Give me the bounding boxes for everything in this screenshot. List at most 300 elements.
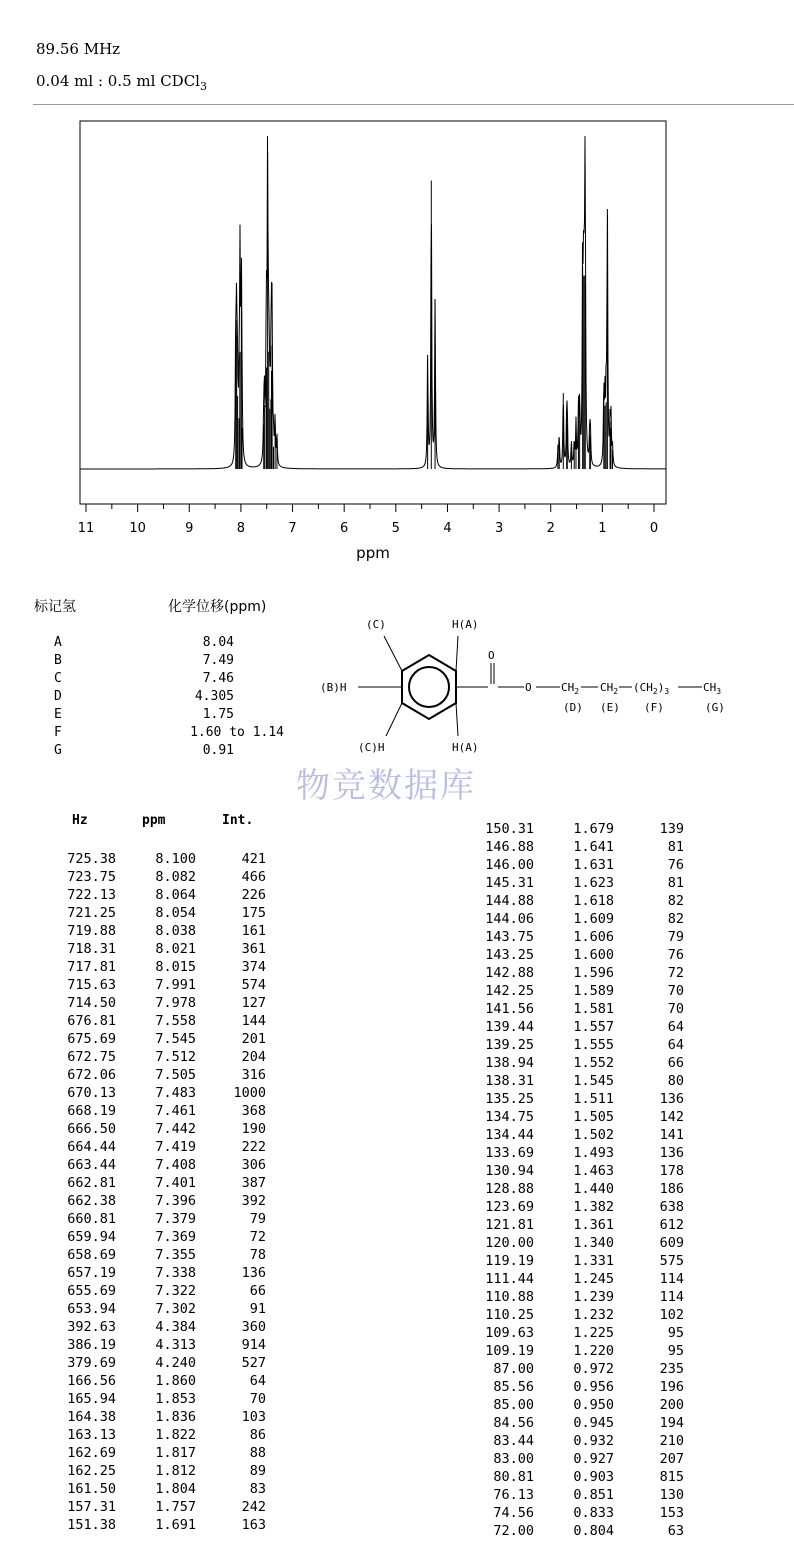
peak-table-left — [54, 850, 266, 1534]
peak-ppm: 4.240 — [155, 1355, 196, 1371]
peak-intensity: 130 — [659, 1487, 684, 1503]
table-row — [472, 982, 684, 1000]
peak-intensity: 186 — [659, 1181, 684, 1197]
peak-hz: 87.00 — [493, 1361, 534, 1377]
peak-intensity: 76 — [667, 857, 684, 873]
spectrum-trace — [80, 136, 666, 469]
peak-ppm: 7.558 — [155, 1013, 196, 1029]
label-left: (B)H — [320, 681, 347, 694]
peak-ppm: 8.100 — [155, 851, 196, 867]
peak-intensity: 914 — [241, 1337, 266, 1353]
peak-intensity: 89 — [249, 1463, 266, 1479]
peak-ppm: 1.609 — [573, 911, 614, 927]
peak-hz: 144.06 — [485, 911, 534, 927]
peak-hz: 121.81 — [485, 1217, 534, 1233]
peak-intensity: 95 — [667, 1343, 684, 1359]
peak-ppm: 8.021 — [155, 941, 196, 957]
assignment-shift-value: 0.91 — [202, 743, 234, 758]
peak-intensity: 527 — [241, 1355, 266, 1371]
table-row — [472, 1522, 684, 1540]
table-row — [54, 1390, 266, 1408]
peak-ppm: 7.396 — [155, 1193, 196, 1209]
peak-ppm: 1.860 — [155, 1373, 196, 1389]
peak-ppm: 1.581 — [573, 1001, 614, 1017]
peak-intensity: 144 — [241, 1013, 266, 1029]
peak-hz: 139.44 — [485, 1019, 534, 1035]
x-tick-label: 11 — [77, 521, 95, 536]
peak-ppm: 1.382 — [573, 1199, 614, 1215]
peak-ppm: 1.596 — [573, 965, 614, 981]
peak-ppm: 8.038 — [155, 923, 196, 939]
peak-intensity: 70 — [249, 1391, 266, 1407]
table-row — [472, 1198, 684, 1216]
peak-ppm: 0.932 — [573, 1433, 614, 1449]
table-row — [472, 1108, 684, 1126]
table-row — [54, 940, 266, 958]
sample-text: 0.04 ml : 0.5 ml CDCl — [36, 72, 200, 90]
peak-hz: 119.19 — [485, 1253, 534, 1269]
peak-intensity: 374 — [241, 959, 266, 975]
table-row — [54, 958, 266, 976]
peak-ppm: 7.483 — [155, 1085, 196, 1101]
peak-hz: 111.44 — [485, 1271, 534, 1287]
table-row — [54, 1120, 266, 1138]
table-row — [472, 964, 684, 982]
peak-ppm: 1.589 — [573, 983, 614, 999]
table-row — [54, 1516, 266, 1534]
peak-ppm: 1.600 — [573, 947, 614, 963]
peak-ppm: 1.245 — [573, 1271, 614, 1287]
table-row — [54, 1462, 266, 1480]
table-row — [472, 1144, 684, 1162]
peak-intensity: 387 — [241, 1175, 266, 1191]
table-row — [54, 1444, 266, 1462]
peak-hz: 109.19 — [485, 1343, 534, 1359]
table-row — [472, 1468, 684, 1486]
peak-intensity: 178 — [659, 1163, 684, 1179]
peak-hz: 162.25 — [67, 1463, 116, 1479]
peak-hz: 139.25 — [485, 1037, 534, 1053]
assignment-shift-value: 7.49 — [202, 653, 234, 668]
peak-ppm: 1.631 — [573, 857, 614, 873]
peak-group — [236, 152, 613, 469]
peak-hz: 83.44 — [493, 1433, 534, 1449]
col-header-hz: Hz — [72, 813, 88, 828]
peak-hz: 83.00 — [493, 1451, 534, 1467]
table-row — [54, 1372, 266, 1390]
nmr-spectrum-chart — [60, 112, 690, 572]
col-header-ppm: ppm — [142, 813, 166, 828]
peak-ppm: 1.220 — [573, 1343, 614, 1359]
table-row — [472, 1306, 684, 1324]
table-row — [54, 904, 266, 922]
peak-intensity: 79 — [249, 1211, 266, 1227]
peak-ppm: 7.505 — [155, 1067, 196, 1083]
peak-intensity: 1000 — [233, 1085, 266, 1101]
peak-hz: 138.94 — [485, 1055, 534, 1071]
peak-ppm: 1.232 — [573, 1307, 614, 1323]
peak-ppm: 1.239 — [573, 1289, 614, 1305]
assignment-label-header: 标记氢 — [34, 599, 76, 615]
table-row — [472, 910, 684, 928]
peak-ppm: 0.927 — [573, 1451, 614, 1467]
peak-hz: 123.69 — [485, 1199, 534, 1215]
peak-ppm: 0.833 — [573, 1505, 614, 1521]
peak-intensity: 114 — [659, 1289, 684, 1305]
peak-ppm: 7.355 — [155, 1247, 196, 1263]
peak-intensity: 139 — [659, 821, 684, 837]
peak-intensity: 466 — [241, 869, 266, 885]
peak-intensity: 222 — [241, 1139, 266, 1155]
peak-hz: 85.00 — [493, 1397, 534, 1413]
assignment-hydrogen-label: E — [54, 707, 62, 722]
peak-ppm: 1.623 — [573, 875, 614, 891]
peak-ppm: 1.757 — [155, 1499, 196, 1515]
label-d: (D) — [563, 701, 583, 714]
assignment-shift-value: 1.75 — [202, 707, 234, 722]
peak-table-right — [472, 820, 684, 1540]
peak-hz: 150.31 — [485, 821, 534, 837]
peak-hz: 138.31 — [485, 1073, 534, 1089]
peak-ppm: 7.408 — [155, 1157, 196, 1173]
peak-ppm: 1.545 — [573, 1073, 614, 1089]
table-row — [54, 1228, 266, 1246]
table-row — [54, 1300, 266, 1318]
peak-ppm: 0.945 — [573, 1415, 614, 1431]
peak-intensity: 66 — [667, 1055, 684, 1071]
peak-intensity: 316 — [241, 1067, 266, 1083]
spectrometer-frequency: 89.56 MHz — [36, 40, 121, 58]
peak-intensity: 194 — [659, 1415, 684, 1431]
x-tick-label: 3 — [494, 521, 504, 536]
table-row — [472, 1126, 684, 1144]
peak-intensity: 88 — [249, 1445, 266, 1461]
peak-hz: 146.88 — [485, 839, 534, 855]
peak-hz: 80.81 — [493, 1469, 534, 1485]
ch2-f-chain: $(CH_2)_3$ — [633, 681, 670, 696]
peak-hz: 151.38 — [67, 1517, 116, 1533]
peak-hz: 84.56 — [493, 1415, 534, 1431]
watermark: 物竞数据库 — [296, 766, 476, 806]
peak-hz: 143.25 — [485, 947, 534, 963]
table-row — [472, 946, 684, 964]
peak-intensity: 612 — [659, 1217, 684, 1233]
peak-intensity: 638 — [659, 1199, 684, 1215]
peak-ppm: 7.419 — [155, 1139, 196, 1155]
table-row — [472, 1036, 684, 1054]
assignment-hydrogen-label: A — [54, 635, 62, 650]
table-row — [472, 928, 684, 946]
peak-hz: 133.69 — [485, 1145, 534, 1161]
sample-description — [36, 72, 207, 93]
table-row — [472, 892, 684, 910]
peak-intensity: 361 — [241, 941, 266, 957]
table-row — [54, 994, 266, 1012]
peak-ppm: 7.545 — [155, 1031, 196, 1047]
peak-intensity: 80 — [667, 1073, 684, 1089]
table-row — [472, 1054, 684, 1072]
peak-intensity: 200 — [659, 1397, 684, 1413]
table-row — [472, 1342, 684, 1360]
peak-ppm: 0.956 — [573, 1379, 614, 1395]
peak-intensity: 66 — [249, 1283, 266, 1299]
table-row — [54, 1318, 266, 1336]
table-row — [472, 1270, 684, 1288]
peak-intensity: 127 — [241, 995, 266, 1011]
peak-intensity: 242 — [241, 1499, 266, 1515]
peak-intensity: 72 — [667, 965, 684, 981]
table-row — [54, 1174, 266, 1192]
table-row — [472, 1072, 684, 1090]
table-row — [54, 1048, 266, 1066]
peak-intensity: 63 — [667, 1523, 684, 1539]
label-bottom-left: (C)H — [358, 741, 385, 754]
peak-ppm: 7.369 — [155, 1229, 196, 1245]
peak-ppm: 0.972 — [573, 1361, 614, 1377]
peak-hz: 166.56 — [67, 1373, 116, 1389]
peak-ppm: 7.322 — [155, 1283, 196, 1299]
peak-ppm: 7.991 — [155, 977, 196, 993]
peak-hz: 120.00 — [485, 1235, 534, 1251]
peak-ppm: 0.851 — [573, 1487, 614, 1503]
peak-hz: 668.19 — [67, 1103, 116, 1119]
peak-ppm: 7.338 — [155, 1265, 196, 1281]
table-row — [472, 1360, 684, 1378]
peak-ppm: 1.557 — [573, 1019, 614, 1035]
peak-hz: 141.56 — [485, 1001, 534, 1017]
peak-ppm: 1.493 — [573, 1145, 614, 1161]
x-tick-label: 9 — [185, 521, 194, 536]
table-row — [54, 1192, 266, 1210]
peak-hz: 163.13 — [67, 1427, 116, 1443]
table-row — [472, 1090, 684, 1108]
peak-ppm: 1.511 — [573, 1091, 614, 1107]
ch3-g: $CH_3$ — [703, 681, 722, 696]
peak-hz: 725.38 — [67, 851, 116, 867]
peak-hz: 662.81 — [67, 1175, 116, 1191]
x-tick-label: 1 — [598, 521, 607, 536]
peak-ppm: 0.950 — [573, 1397, 614, 1413]
peak-intensity: 161 — [241, 923, 266, 939]
col-header-int: Int. — [222, 813, 254, 828]
label-f: (F) — [644, 701, 664, 714]
peak-hz: 717.81 — [67, 959, 116, 975]
table-row — [472, 1450, 684, 1468]
peak-hz: 721.25 — [67, 905, 116, 921]
peak-ppm: 1.552 — [573, 1055, 614, 1071]
peak-hz: 135.25 — [485, 1091, 534, 1107]
peak-hz: 144.88 — [485, 893, 534, 909]
x-tick-label: 6 — [340, 521, 349, 536]
table-row — [472, 1216, 684, 1234]
table-row — [472, 874, 684, 892]
peak-hz: 161.50 — [67, 1481, 116, 1497]
peak-hz: 659.94 — [67, 1229, 116, 1245]
peak-ppm: 1.555 — [573, 1037, 614, 1053]
peak-hz: 130.94 — [485, 1163, 534, 1179]
peak-intensity: 95 — [667, 1325, 684, 1341]
table-row — [54, 1408, 266, 1426]
peak-hz: 675.69 — [67, 1031, 116, 1047]
peak-intensity: 235 — [659, 1361, 684, 1377]
peak-ppm: 1.691 — [155, 1517, 196, 1533]
peak-intensity: 136 — [659, 1091, 684, 1107]
peak-intensity: 201 — [241, 1031, 266, 1047]
peak-intensity: 64 — [667, 1037, 684, 1053]
ch2-e: $CH_2$ — [600, 681, 619, 696]
table-row — [54, 1138, 266, 1156]
peak-hz: 142.25 — [485, 983, 534, 999]
header-divider — [33, 104, 794, 105]
peak-ppm: 1.340 — [573, 1235, 614, 1251]
peak-hz: 164.38 — [67, 1409, 116, 1425]
peak-ppm: 1.606 — [573, 929, 614, 945]
peak-ppm: 4.313 — [155, 1337, 196, 1353]
table-row — [54, 1336, 266, 1354]
bond-top-left — [384, 636, 402, 671]
peak-intensity: 190 — [241, 1121, 266, 1137]
peak-intensity: 79 — [667, 929, 684, 945]
table-row — [54, 1246, 266, 1264]
table-row — [472, 1378, 684, 1396]
peak-intensity: 815 — [659, 1469, 684, 1485]
peak-intensity: 86 — [249, 1427, 266, 1443]
sample-subscript: 3 — [199, 80, 207, 93]
x-tick-label: 10 — [129, 521, 146, 536]
peak-intensity: 136 — [241, 1265, 266, 1281]
peak-hz: 664.44 — [67, 1139, 116, 1155]
peak-intensity: 574 — [241, 977, 266, 993]
x-tick-label: 5 — [391, 521, 400, 536]
peak-intensity: 78 — [249, 1247, 266, 1263]
table-row — [54, 850, 266, 868]
label-e: (E) — [600, 701, 620, 714]
peak-intensity: 83 — [249, 1481, 266, 1497]
peak-hz: 715.63 — [67, 977, 116, 993]
peak-hz: 672.75 — [67, 1049, 116, 1065]
peak-ppm: 1.812 — [155, 1463, 196, 1479]
bond-bottom-right — [456, 703, 458, 736]
table-row — [472, 1252, 684, 1270]
label-g: (G) — [705, 701, 725, 714]
table-row — [472, 1288, 684, 1306]
peak-hz: 666.50 — [67, 1121, 116, 1137]
table-row — [472, 1504, 684, 1522]
peak-intensity: 70 — [667, 1001, 684, 1017]
peak-hz: 134.75 — [485, 1109, 534, 1125]
table-row — [54, 1498, 266, 1516]
peak-hz: 663.44 — [67, 1157, 116, 1173]
label-top-right: H(A) — [452, 618, 479, 631]
table-row — [472, 838, 684, 856]
x-tick-label: 4 — [443, 521, 452, 536]
x-axis-ticks — [78, 504, 658, 536]
peak-hz: 74.56 — [493, 1505, 534, 1521]
table-row — [54, 1264, 266, 1282]
peak-intensity: 81 — [667, 875, 684, 891]
peak-hz: 657.19 — [67, 1265, 116, 1281]
table-row — [472, 1432, 684, 1450]
peak-intensity: 72 — [249, 1229, 266, 1245]
peak-intensity: 207 — [659, 1451, 684, 1467]
peak-ppm: 0.804 — [573, 1523, 614, 1539]
peak-ppm: 1.361 — [573, 1217, 614, 1233]
peak-hz: 142.88 — [485, 965, 534, 981]
peak-hz: 662.38 — [67, 1193, 116, 1209]
peak-ppm: 1.618 — [573, 893, 614, 909]
table-row — [54, 1030, 266, 1048]
peak-ppm: 8.054 — [155, 905, 196, 921]
peak-ppm: 1.225 — [573, 1325, 614, 1341]
assignment-hydrogen-label: C — [54, 671, 62, 686]
peak-intensity: 175 — [241, 905, 266, 921]
peak-intensity: 421 — [241, 851, 266, 867]
peak-hz: 162.69 — [67, 1445, 116, 1461]
peak-ppm: 7.461 — [155, 1103, 196, 1119]
table-row — [54, 886, 266, 904]
peak-intensity: 70 — [667, 983, 684, 999]
peak-intensity: 103 — [241, 1409, 266, 1425]
table-row — [54, 1210, 266, 1228]
peak-intensity: 82 — [667, 893, 684, 909]
peak-intensity: 82 — [667, 911, 684, 927]
peak-ppm: 1.822 — [155, 1427, 196, 1443]
peak-hz: 109.63 — [485, 1325, 534, 1341]
x-tick-label: 7 — [288, 521, 297, 536]
peak-ppm: 1.804 — [155, 1481, 196, 1497]
table-row — [54, 976, 266, 994]
peak-hz: 134.44 — [485, 1127, 534, 1143]
benzene-ring — [402, 655, 456, 719]
table-row — [472, 1234, 684, 1252]
peak-hz: 653.94 — [67, 1301, 116, 1317]
peak-hz: 128.88 — [485, 1181, 534, 1197]
x-tick-label: 0 — [649, 521, 659, 536]
table-row — [472, 1414, 684, 1432]
assignment-hydrogen-label: D — [54, 689, 62, 704]
peak-intensity: 64 — [667, 1019, 684, 1035]
peak-hz: 722.13 — [67, 887, 116, 903]
table-row — [472, 1324, 684, 1342]
peak-ppm: 4.384 — [155, 1319, 196, 1335]
assignment-shift-value: 1.60 to 1.14 — [190, 725, 284, 740]
peak-hz: 165.94 — [67, 1391, 116, 1407]
peak-intensity: 64 — [249, 1373, 266, 1389]
table-row — [54, 1282, 266, 1300]
table-row — [54, 1426, 266, 1444]
peak-hz: 143.75 — [485, 929, 534, 945]
peak-intensity: 76 — [667, 947, 684, 963]
x-tick-label: 2 — [546, 521, 555, 536]
peak-intensity: 91 — [249, 1301, 266, 1317]
peak-intensity: 360 — [241, 1319, 266, 1335]
peak-ppm: 8.082 — [155, 869, 196, 885]
peak-intensity: 136 — [659, 1145, 684, 1161]
peak-ppm: 7.302 — [155, 1301, 196, 1317]
peak-ppm: 8.015 — [155, 959, 196, 975]
peak-hz: 658.69 — [67, 1247, 116, 1263]
peak-hz: 146.00 — [485, 857, 534, 873]
peak-ppm: 1.679 — [573, 821, 614, 837]
peak-hz: 157.31 — [67, 1499, 116, 1515]
assignment-shift-value: 4.305 — [194, 689, 234, 704]
peak-ppm: 1.817 — [155, 1445, 196, 1461]
ch2-d: $CH_2$ — [561, 681, 580, 696]
peak-intensity: 153 — [659, 1505, 684, 1521]
peak-intensity: 609 — [659, 1235, 684, 1251]
table-row — [54, 1102, 266, 1120]
peak-intensity: 204 — [241, 1049, 266, 1065]
